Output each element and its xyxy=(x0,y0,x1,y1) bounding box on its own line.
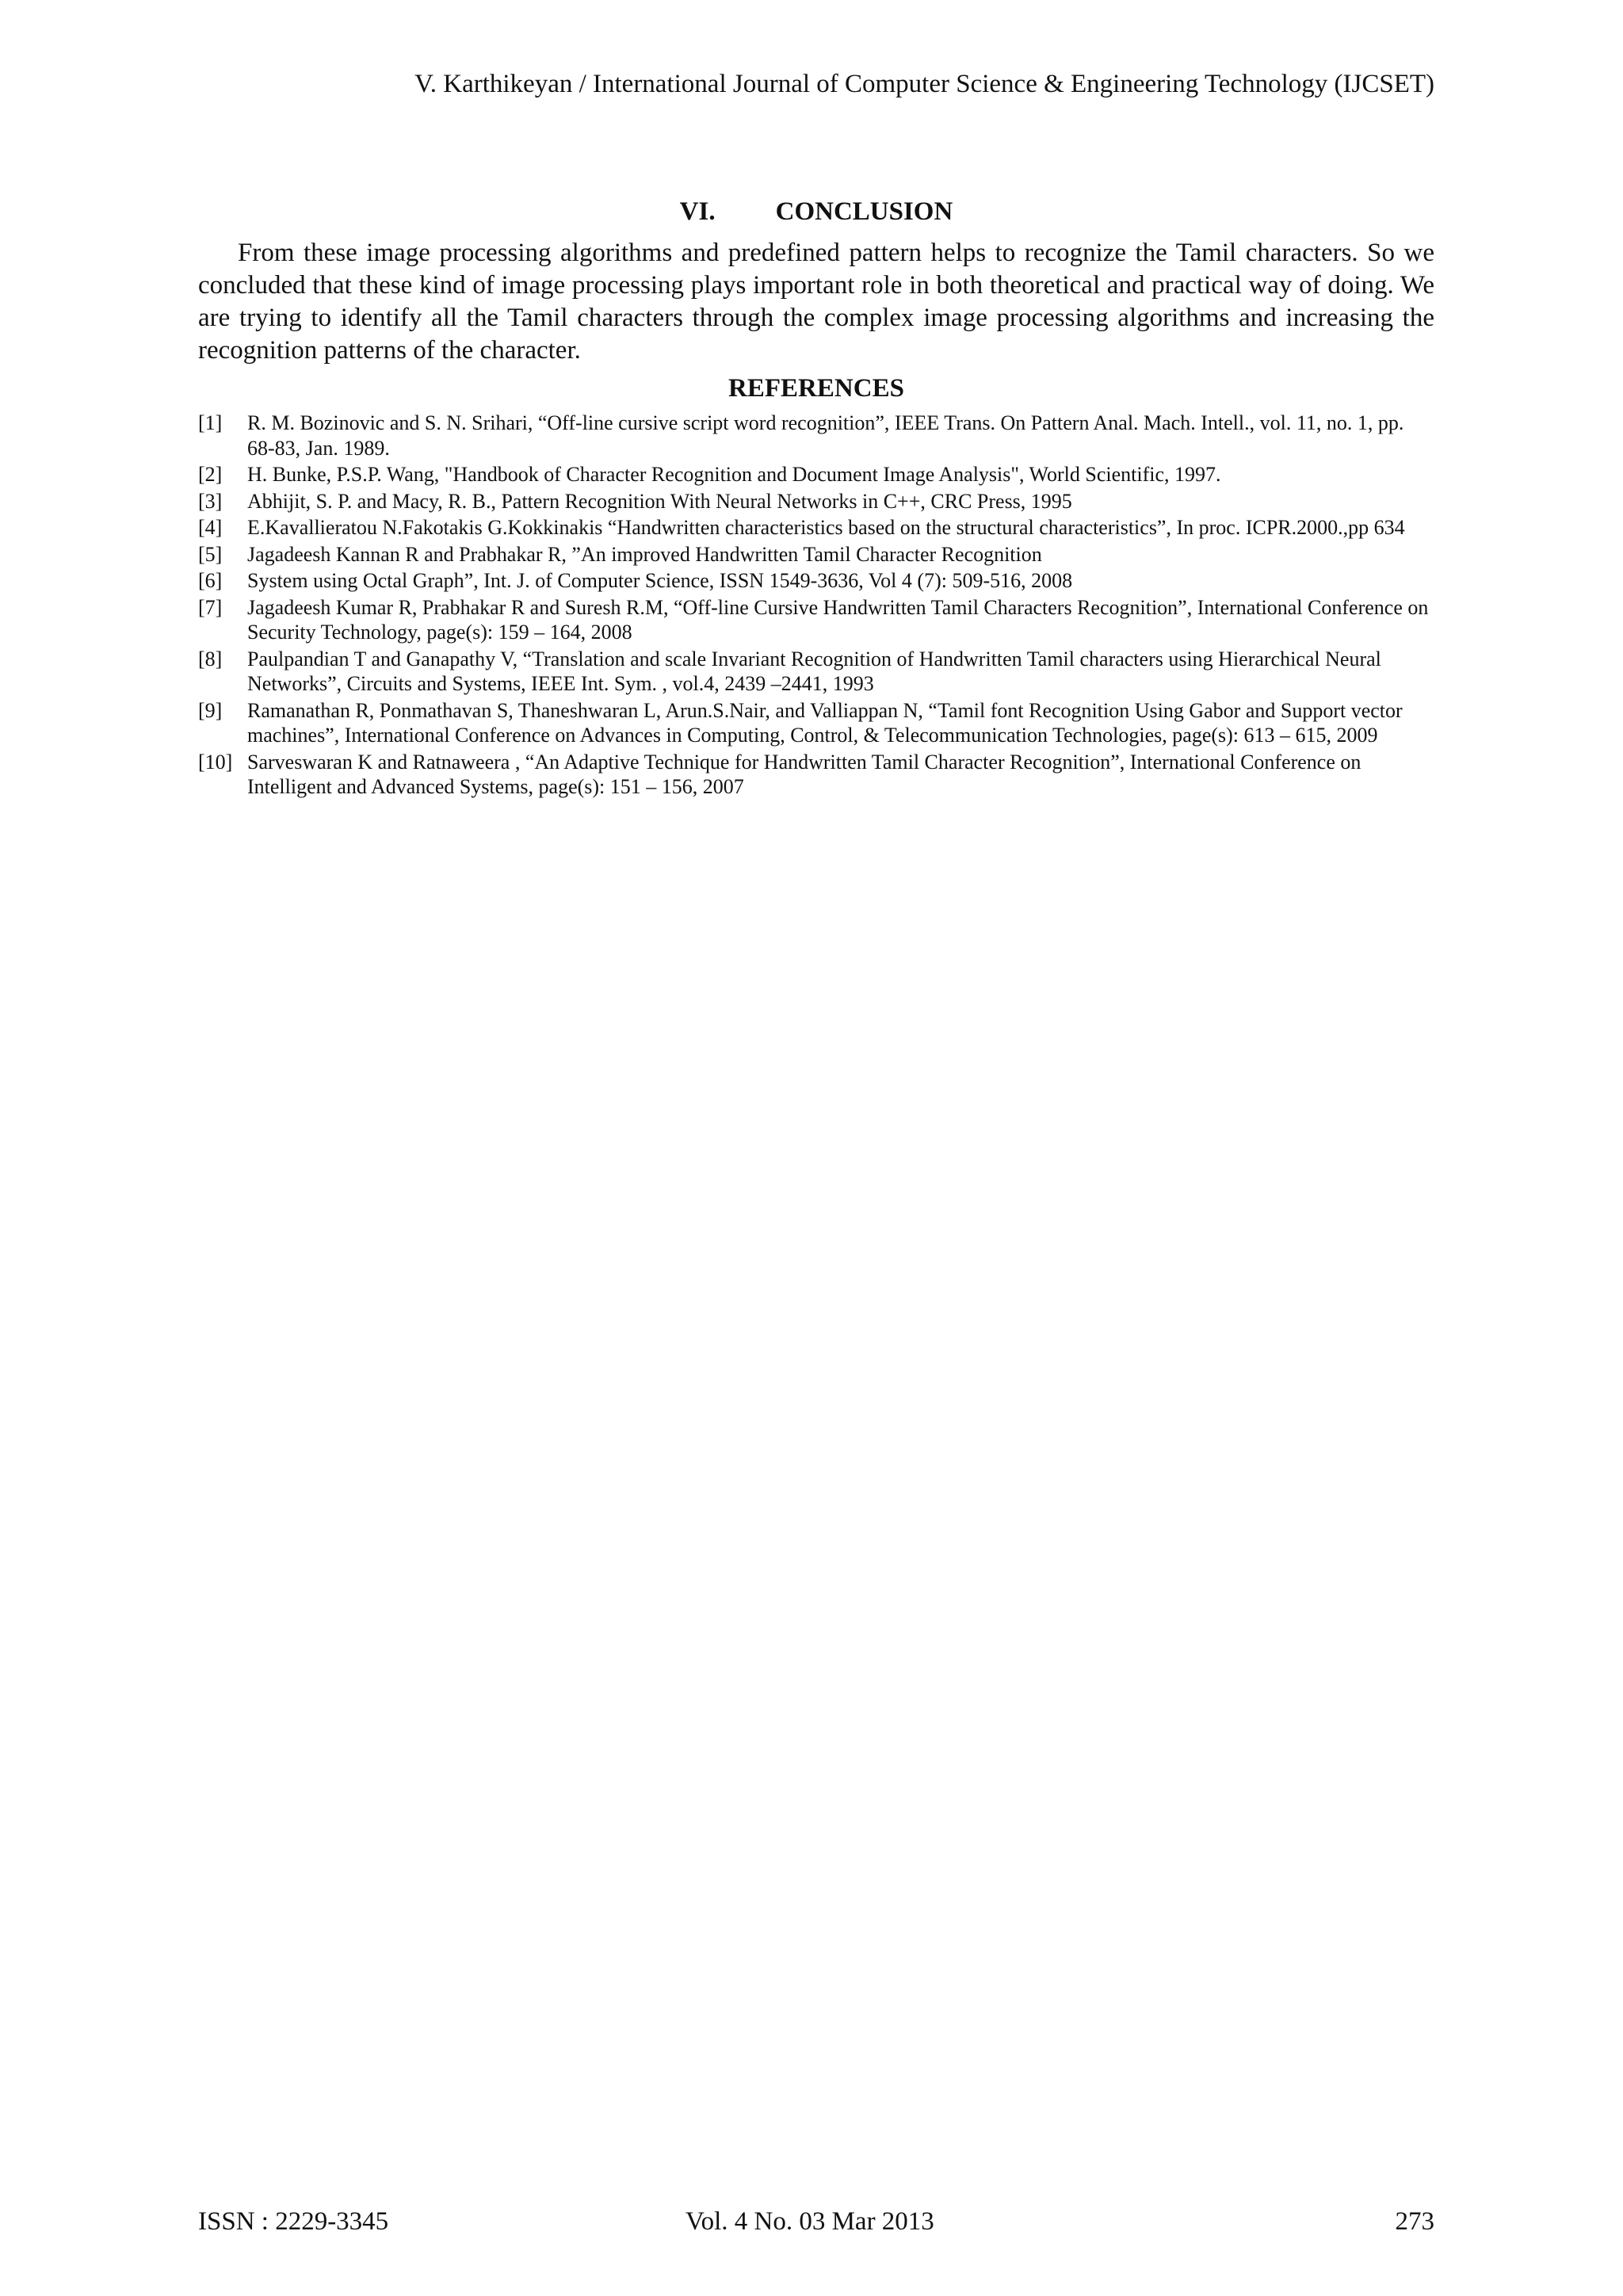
reference-item xyxy=(198,750,1434,800)
reference-text: System using Octal Graph”, Int. J. of Computer Science, ISSN 1549-3636, Vol 4 (7): 509-516, 2008 xyxy=(247,569,1073,592)
reference-item xyxy=(198,647,1434,697)
section-title: CONCLUSION xyxy=(775,197,953,226)
reference-number: [3] xyxy=(198,489,223,513)
conclusion-paragraph: From these image processing algorithms and predefined pattern helps to recognize the Tamil characters. So we concluded that these kind of image processing plays important role in both theoretical and practical way of doing. We are trying to identify all the Tamil characters through the complex image processing algorithms and increasing the recognition patterns of the character. xyxy=(198,239,1434,365)
reference-text: R. M. Bozinovic and S. N. Srihari, “Off-line cursive script word recognition”, IEEE Trans. On Pattern Anal. Mach. Intell., vol. 11, no. 1, pp. 68-83, Jan. 1989. xyxy=(247,411,1404,460)
reference-item xyxy=(198,489,1434,514)
reference-number: [5] xyxy=(198,542,223,566)
section-number: VI. xyxy=(679,197,716,226)
reference-item xyxy=(198,568,1434,594)
references-heading: REFERENCES xyxy=(728,374,904,403)
section-heading-conclusion xyxy=(198,196,1434,227)
footer-issn: ISSN : 2229-3345 xyxy=(198,2207,389,2236)
footer-page-number: 273 xyxy=(1395,2207,1434,2236)
reference-item xyxy=(198,542,1434,567)
reference-item xyxy=(198,411,1434,460)
reference-text: H. Bunke, P.S.P. Wang, "Handbook of Character Recognition and Document Image Analysis", World Scientific, 1997. xyxy=(247,463,1221,486)
reference-text: Abhijit, S. P. and Macy, R. B., Pattern Recognition With Neural Networks in C++, CRC Press, 1995 xyxy=(247,489,1072,513)
reference-text: Jagadeesh Kannan R and Prabhakar R, ”An improved Handwritten Tamil Character Recognition xyxy=(247,542,1042,566)
reference-text: Ramanathan R, Ponmathavan S, Thaneshwaran L, Arun.S.Nair, and Valliappan N, “Tamil font Recognition Using Gabor and Support vector machines”, International Conference on Advances in Computing, Control, & Telecommunication Technologies, page(s): 613 – 615, 2009 xyxy=(247,698,1403,747)
reference-text: E.Kavallieratou N.Fakotakis G.Kokkinakis “Handwritten characteristics based on the structural characteristics”, In proc. ICPR.2000.,pp 634 xyxy=(247,516,1405,539)
footer-volume: Vol. 4 No. 03 Mar 2013 xyxy=(685,2207,934,2236)
reference-number: [2] xyxy=(198,463,223,486)
reference-number: [10] xyxy=(198,750,233,774)
reference-text: Jagadeesh Kumar R, Prabhakar R and Suresh R.M, “Off-line Cursive Handwritten Tamil Characters Recognition”, International Conference on Security Technology, page(s): 159 – 164, 2008 xyxy=(247,595,1429,644)
reference-item xyxy=(198,698,1434,748)
reference-number: [7] xyxy=(198,595,223,619)
reference-text: Paulpandian T and Ganapathy V, “Translation and scale Invariant Recognition of Handwritten Tamil characters using Hierarchical Neural Networks”, Circuits and Systems, IEEE Int. Sym. , vol.4, 2439 –2441, 1993 xyxy=(247,647,1381,695)
reference-text: Sarveswaran K and Ratnaweera , “An Adaptive Technique for Handwritten Tamil Character Recognition”, International Conference on Intelligent and Advanced Systems, page(s): 151 – 156, 2007 xyxy=(247,750,1361,798)
reference-item xyxy=(198,462,1434,487)
reference-number: [9] xyxy=(198,698,223,722)
reference-number: [8] xyxy=(198,647,223,670)
reference-number: [1] xyxy=(198,411,223,434)
reference-list xyxy=(198,411,1434,801)
reference-item xyxy=(198,595,1434,645)
reference-item xyxy=(198,515,1434,541)
reference-number: [6] xyxy=(198,569,223,592)
reference-number: [4] xyxy=(198,516,223,539)
running-header: V. Karthikeyan / International Journal of Computer Science & Engineering Technology (IJCSET) xyxy=(414,70,1434,98)
